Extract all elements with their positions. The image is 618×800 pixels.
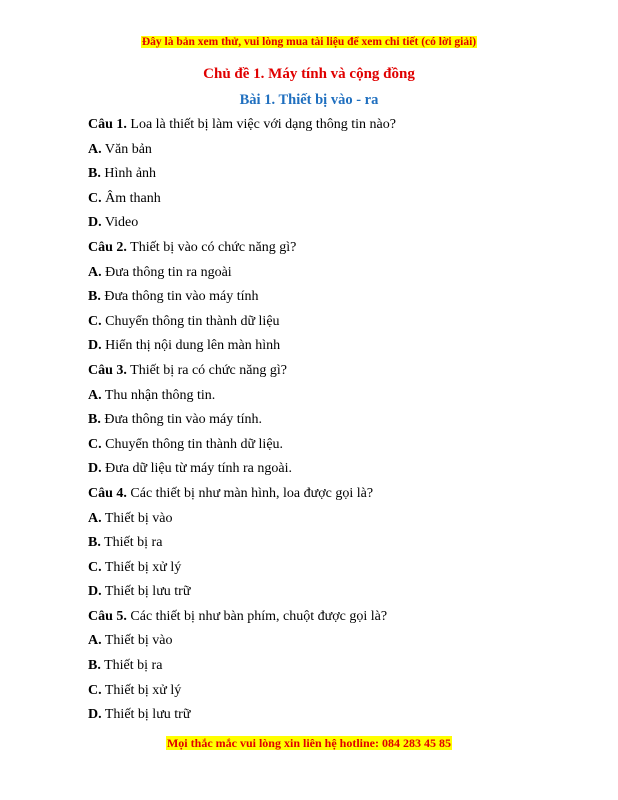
question-2 [88,236,558,261]
option-text: Đưa thông tin vào máy tính. [104,412,263,428]
option-label: A. [88,633,102,649]
question-label: Câu 2. [88,239,127,255]
option-label: D. [88,215,102,231]
lesson-title: Bài 1. Thiết bị vào - ra [239,92,379,108]
option-label: D. [88,338,102,354]
option-text: Thiết bị ra [104,658,163,674]
option-b [88,531,558,556]
option-label: D. [88,584,102,600]
option-text: Thiết bị vào [104,510,173,526]
option-c [88,679,558,704]
chapter-title: Chủ đề 1. Máy tính và cộng đồng [203,66,415,82]
option-b [88,408,558,433]
option-label: D. [88,461,102,477]
option-label: B. [88,658,101,674]
question-text: Các thiết bị như màn hình, loa được gọi là? [130,485,374,501]
question-text: Các thiết bị như bàn phím, chuột được gọi là? [130,608,388,624]
preview-notice-banner [0,36,618,48]
option-label: A. [88,510,102,526]
option-text: Video [104,215,139,231]
option-label: C. [88,436,102,452]
option-c [88,433,558,458]
option-text: Thiết bị lưu trữ [104,707,191,723]
question-label: Câu 5. [88,608,127,624]
question-label: Câu 4. [88,485,127,501]
option-b [88,162,558,187]
option-text: Chuyển thông tin thành dữ liệu. [105,436,284,452]
option-d [88,457,558,482]
option-text: Chuyển thông tin thành dữ liệu [105,313,280,329]
option-b [88,285,558,310]
option-label: C. [88,559,102,575]
option-a [88,384,558,409]
option-a [88,507,558,532]
option-b [88,654,558,679]
hotline-notice-banner [0,736,618,751]
option-c [88,310,558,335]
option-text: Hiển thị nội dung lên màn hình [105,338,281,354]
option-label: D. [88,707,102,723]
option-a [88,629,558,654]
option-label: B. [88,289,101,305]
question-list [88,113,558,728]
option-text: Thiết bị lưu trữ [104,584,191,600]
option-label: C. [88,682,102,698]
option-text: Đưa thông tin vào máy tính [104,289,259,305]
question-1 [88,113,558,138]
option-a [88,138,558,163]
question-text: Thiết bị ra có chức năng gì? [130,362,288,378]
question-4 [88,482,558,507]
option-label: A. [88,264,102,280]
question-label: Câu 1. [88,117,127,132]
option-text: Thiết bị xử lý [104,682,182,698]
preview-notice-text: Đây là bản xem thử, vui lòng mua tài liệu để xem chi tiết (có lời giải) [141,36,477,48]
question-text: Thiết bị vào có chức năng gì? [130,239,297,255]
option-d [88,334,558,359]
option-text: Thiết bị xử lý [104,559,182,575]
option-label: C. [88,190,102,206]
question-label: Câu 3. [88,362,127,378]
option-text: Âm thanh [105,190,161,206]
option-d [88,703,558,728]
option-c [88,187,558,212]
option-text: Thu nhận thông tin. [104,387,216,403]
option-label: B. [88,166,101,182]
option-text: Thiết bị ra [104,535,163,551]
hotline-notice-text: Mọi thắc mắc vui lòng xin liên hệ hotline: 084 283 45 85 [166,736,451,750]
option-label: A. [88,387,102,403]
option-label: B. [88,535,101,551]
option-text: Đưa dữ liệu từ máy tính ra ngoài. [105,461,292,477]
option-label: A. [88,141,102,157]
option-text: Thiết bị vào [104,633,173,649]
question-text: Loa là thiết bị làm việc với dạng thông tin nào? [130,117,396,132]
option-d [88,211,558,236]
option-text: Văn bản [104,141,152,157]
option-label: C. [88,313,102,329]
question-3 [88,359,558,384]
option-text: Hình ảnh [104,166,157,182]
option-label: B. [88,412,101,428]
question-5 [88,605,558,630]
option-d [88,580,558,605]
option-a [88,261,558,286]
option-c [88,556,558,581]
option-text: Đưa thông tin ra ngoài [105,264,232,280]
